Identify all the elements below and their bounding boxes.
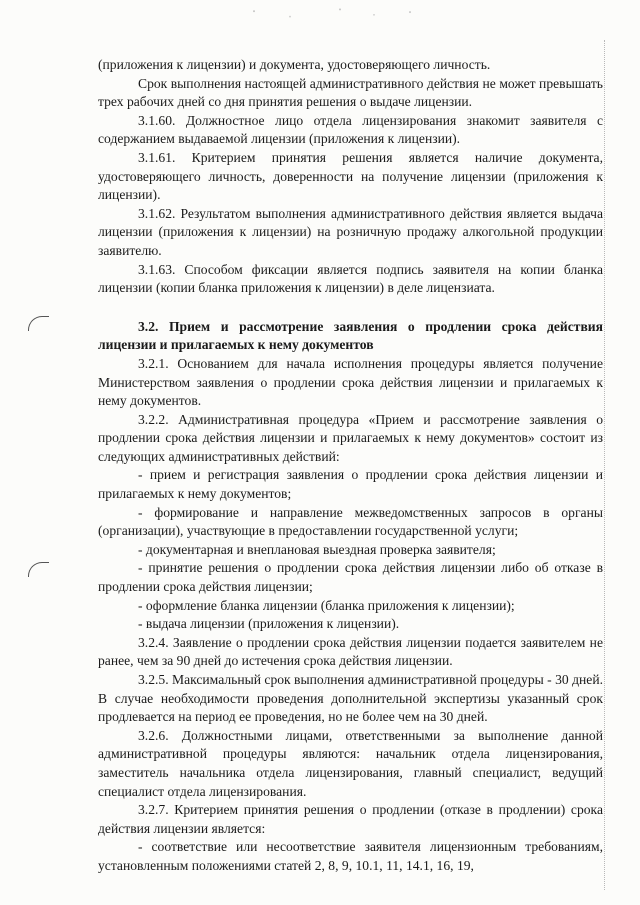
paragraph-continuation: (приложения к лицензии) и документа, удостоверяющего личность.: [98, 57, 491, 72]
list-item: - соответствие или несоответствие заявителя лицензионным требованиям, установленным положениями статей 2, 8, 9, 10.1, 11, 14.1, 16, 19,: [98, 839, 603, 873]
paragraph: 3.2.5. Максимальный срок выполнения административной процедуры - 30 дней. В случае необходимости проведения дополнительной экспертизы указанный срок продлевается на период ее проведения, но не более чем на 30 дней.: [98, 672, 604, 725]
list-item: - прием и регистрация заявления о продлении срока действия лицензии и прилагаемых к нему документов;: [98, 467, 603, 502]
paragraph: 3.1.61. Критерием принятия решения является наличие документа, удостоверяющего личность, доверенности на получение лицензии (приложения к лицензии).: [98, 149, 603, 203]
list-item: - принятие решения о продлении срока действия лицензии либо об отказе в продлении срока действия лицензии;: [98, 560, 603, 595]
paragraph: 3.2.2. Административная процедура «Прием и рассмотрение заявления о продлении срока действия лицензии и прилагаемых к нему документов» состоит из следующих административных действий:: [98, 411, 603, 464]
paragraph: 3.2.4. Заявление о продлении срока действия лицензии подается заявителем не ранее, чем за 90 дней до истечения срока действия лицензии.: [98, 634, 603, 669]
paragraph: 3.2.7. Критерием принятия решения о продлении (отказе в продлении) срока действия лицензии является:: [98, 802, 603, 836]
paragraph: 3.2.1. Основанием для начала исполнения процедуры является получение Министерством заявления о продлении срока действия лицензии и прилагаемых к нему документов.: [98, 355, 603, 409]
list-item: - оформление бланка лицензии (бланка приложения к лицензии);: [138, 597, 515, 613]
scan-noise: [230, 4, 430, 22]
binding-hole-mark: [28, 316, 49, 331]
binding-hole-mark: [28, 562, 49, 577]
page-edge-line: [604, 40, 605, 890]
paragraph: 3.1.62. Результатом выполнения административного действия является выдача лицензии (приложения к лицензии) на розничную продажу алкогольной продукции заявителю.: [98, 205, 603, 258]
paragraph: 3.1.63. Способом фиксации является подпись заявителя на копии бланка лицензии (копии бланка приложения к лицензии) в деле лицензиата.: [98, 261, 603, 296]
paragraph: Срок выполнения настоящей административного действия не может превышать трех рабочих дней со дня принятия решения о выдаче лицензии.: [98, 75, 603, 110]
document-body: [98, 56, 603, 876]
list-item: - выдача лицензии (приложения к лицензии).: [138, 616, 400, 632]
list-item: - документарная и внеплановая выездная проверка заявителя;: [138, 541, 496, 557]
paragraph: 3.1.60. Должностное лицо отдела лицензирования знакомит заявителя с содержанием выдаваемой лицензии (приложения к лицензии).: [98, 112, 603, 147]
list-item: - формирование и направление межведомственных запросов в органы (организации), участвующие в предоставлении государственной услуги;: [98, 504, 603, 539]
section-heading: 3.2. Прием и рассмотрение заявления о продлении срока действия лицензии и прилагаемых к нему документов: [98, 318, 603, 353]
paragraph: 3.2.6. Должностными лицами, ответственными за выполнение данной административной процедуры являются: начальник отдела лицензирования, заместитель начальника отдела лицензирования, главный специалист, ведущий специалист отдела лицензирования.: [98, 727, 603, 799]
